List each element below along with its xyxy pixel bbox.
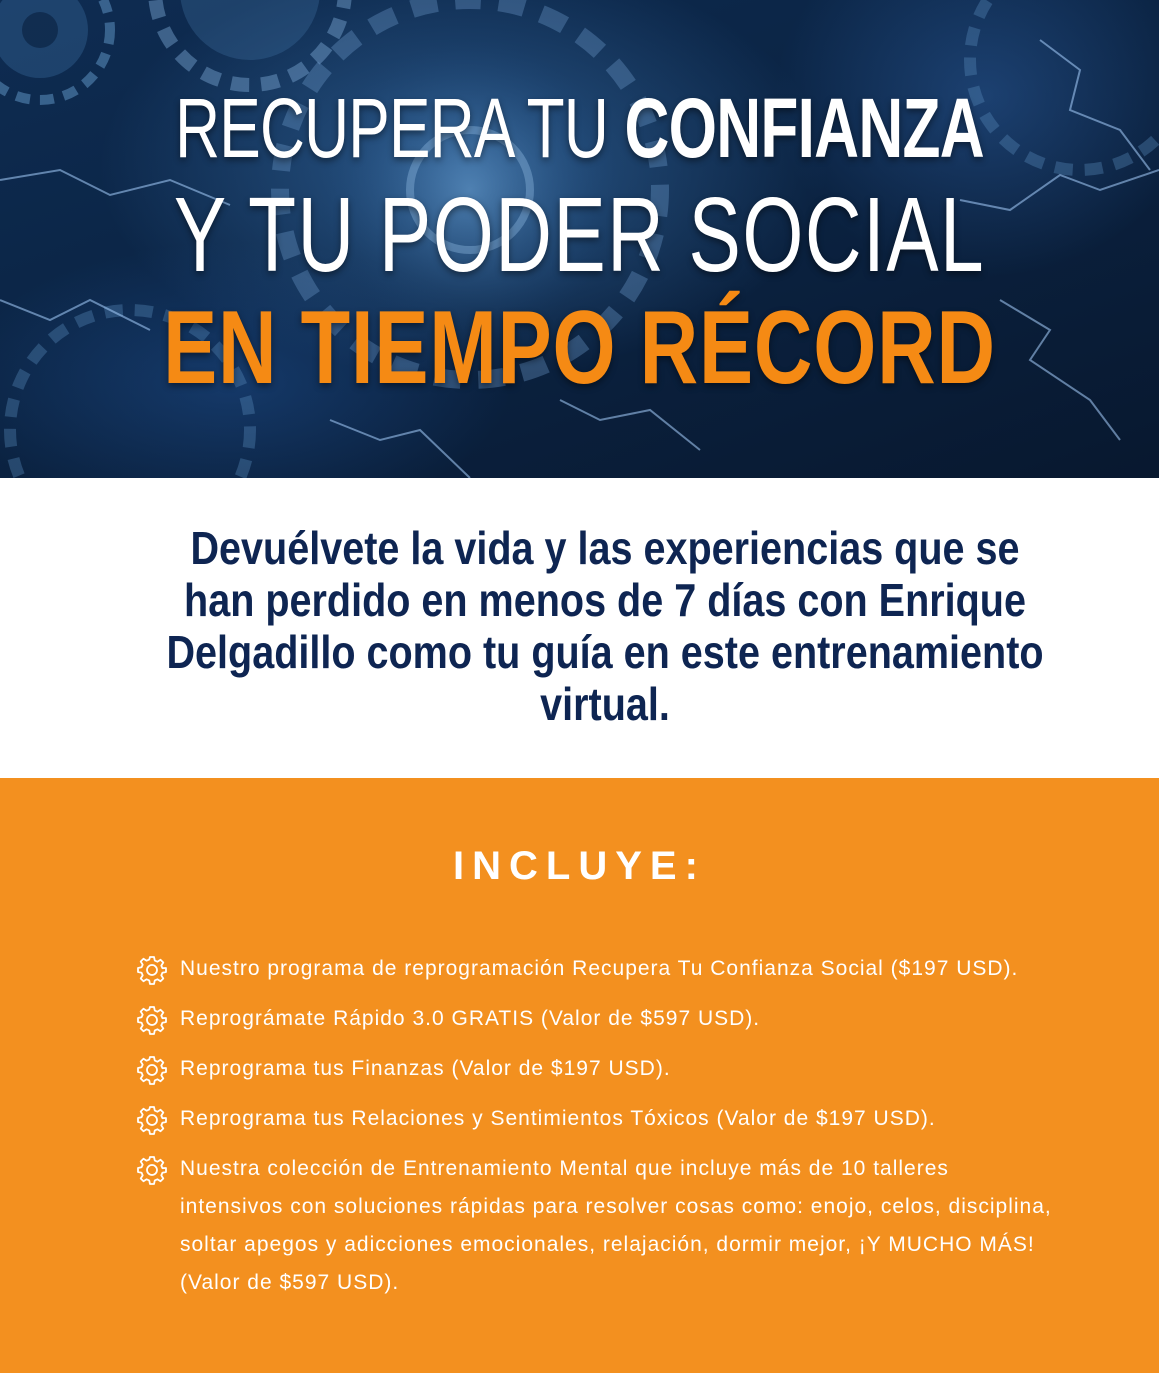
benefit-text: Reprograma tus Finanzas (Valor de $197 USD).: [180, 1057, 671, 1080]
benefit-item: [136, 1000, 1056, 1038]
benefit-item: [136, 1100, 1056, 1138]
benefit-text: Reprograma tus Relaciones y Sentimientos Tóxicos (Valor de $197 USD).: [180, 1107, 936, 1130]
includes-section: [0, 778, 1159, 1373]
benefits-list: [136, 950, 1056, 1314]
benefit-item: [136, 1050, 1056, 1088]
subtitle-text: Devuélvete la vida y las experiencias que se han perdido en menos de 7 días con Enrique Delgadillo como tu guía en este entrenamiento virtual.: [166, 522, 1044, 730]
includes-title: INCLUYE:: [453, 844, 706, 888]
subtitle-section: [0, 478, 1159, 778]
gear-icon: [136, 1104, 168, 1136]
hero-headline-line-1-bold: CONFIANZA: [624, 81, 984, 175]
hero-headline-line-3: EN TIEMPO RÉCORD: [163, 290, 996, 406]
benefit-item: [136, 1150, 1056, 1302]
benefit-item: [136, 950, 1056, 988]
benefit-text: Reprográmate Rápido 3.0 GRATIS (Valor de $597 USD).: [180, 1007, 761, 1030]
benefit-text: Nuestra colección de Entrenamiento Mental que incluye más de 10 talleres intensivos con soluciones rápidas para resolver cosas como: enojo, celos, disciplina, soltar apegos y adicciones emocionales, relajación, dormir mejor, ¡Y MUCHO MÁS! (Valor de $597 USD).: [180, 1157, 1052, 1294]
hero-headline-line-1-light: RECUPERA TU: [175, 81, 625, 175]
gear-icon: [136, 1054, 168, 1086]
gear-icon: [136, 954, 168, 986]
hero-headline-line-1: [151, 81, 1009, 175]
gear-icon: [136, 1154, 168, 1186]
hero-headline-line-2: Y TU PODER SOCIAL: [173, 176, 986, 294]
hero-banner: [0, 0, 1159, 478]
gear-icon: [136, 1004, 168, 1036]
benefit-text: Nuestro programa de reprogramación Recupera Tu Confianza Social ($197 USD).: [180, 957, 1019, 980]
